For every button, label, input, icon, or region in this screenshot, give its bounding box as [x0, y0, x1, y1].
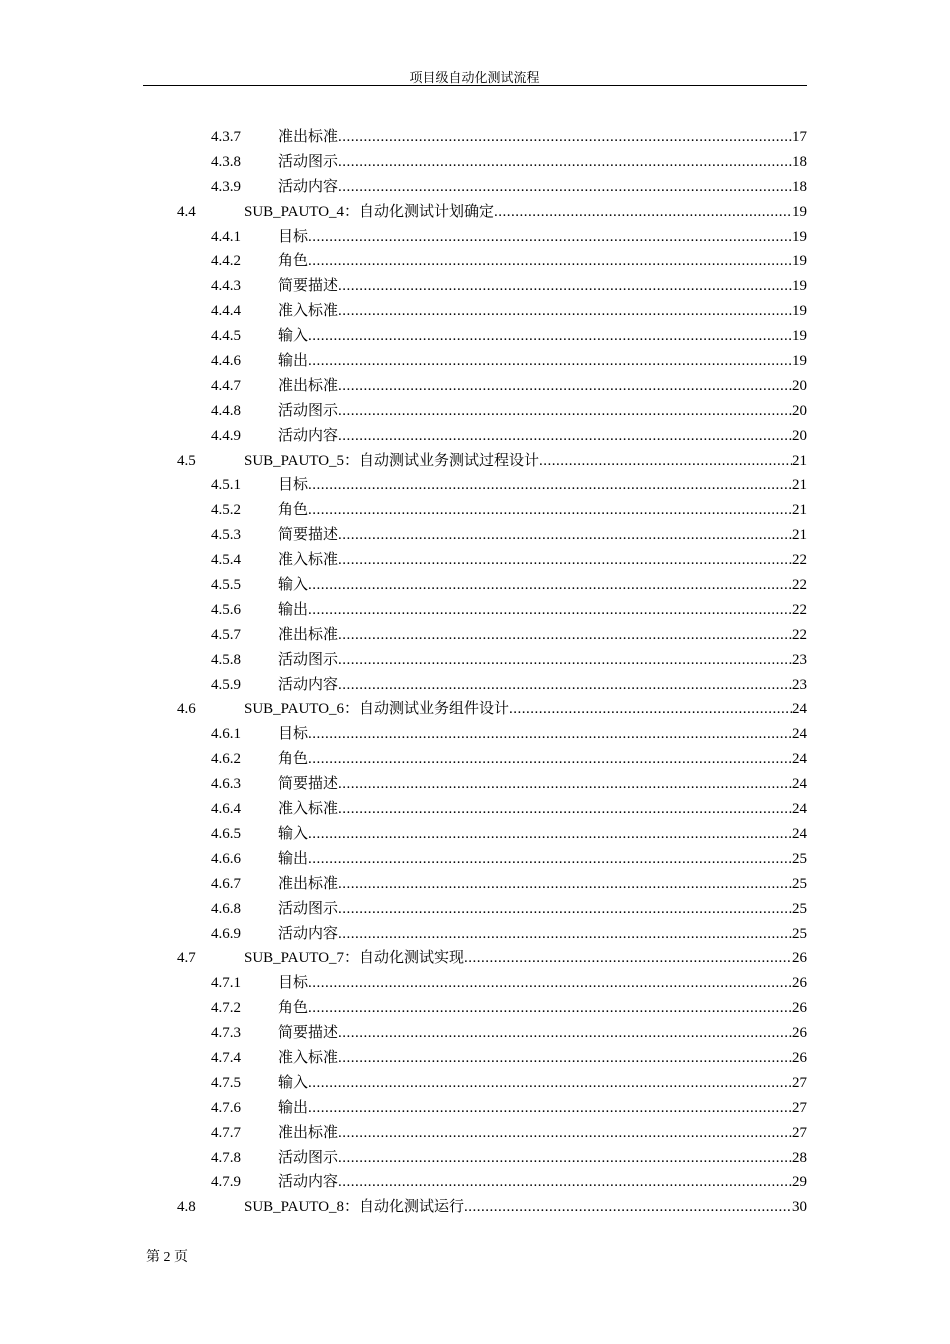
toc-entry-number: 4.5.8 [211, 651, 241, 668]
toc-entry-number: 4.4.9 [211, 427, 241, 444]
toc-subsection-entry[interactable] [0, 747, 950, 772]
toc-subsection-entry[interactable] [0, 1121, 950, 1146]
toc-entry-line [278, 971, 807, 996]
toc-section-entry[interactable] [0, 200, 950, 225]
toc-entry-line [278, 822, 807, 847]
toc-dot-leader [464, 946, 792, 971]
toc-entry-page: 27 [792, 1124, 807, 1141]
toc-entry-number: 4.7.9 [211, 1174, 241, 1191]
toc-entry-page: 26 [792, 950, 807, 967]
toc-entry-title: 活动内容 [278, 178, 339, 195]
toc-subsection-entry[interactable] [0, 548, 950, 573]
toc-entry-title: 简要描述 [278, 278, 339, 295]
table-of-contents [0, 125, 950, 1220]
toc-dot-leader [308, 225, 792, 250]
toc-entry-number: 4.7.3 [211, 1025, 241, 1042]
toc-entry-page: 19 [792, 328, 807, 345]
toc-entry-line [278, 747, 807, 772]
toc-subsection-entry[interactable] [0, 673, 950, 698]
toc-dot-leader [338, 1121, 792, 1146]
toc-section-entry[interactable] [0, 946, 950, 971]
toc-entry-page: 17 [792, 129, 807, 145]
toc-entry-title: 简要描述 [278, 776, 339, 793]
toc-entry-line [278, 175, 807, 200]
toc-subsection-entry[interactable] [0, 797, 950, 822]
toc-entry-line [244, 697, 807, 722]
toc-entry-title: SUB_PAUTO_6：自动测试业务组件设计 [244, 701, 510, 718]
toc-entry-page: 18 [792, 153, 807, 170]
toc-entry-title: SUB_PAUTO_5：自动测试业务测试过程设计 [244, 452, 540, 469]
toc-dot-leader [308, 498, 792, 523]
toc-dot-leader [464, 1195, 792, 1220]
toc-subsection-entry[interactable] [0, 523, 950, 548]
toc-entry-number: 4.7.7 [211, 1124, 241, 1141]
toc-entry-title: 活动内容 [278, 925, 339, 942]
toc-entry-number: 4.4.4 [211, 303, 241, 320]
toc-entry-number: 4.6.2 [211, 751, 241, 768]
toc-subsection-entry[interactable] [0, 996, 950, 1021]
toc-entry-page: 25 [792, 925, 807, 942]
toc-entry-line [278, 498, 807, 523]
toc-subsection-entry[interactable] [0, 573, 950, 598]
toc-entry-page: 29 [792, 1174, 807, 1191]
toc-entry-title: 目标 [278, 975, 309, 992]
toc-entry-page: 24 [792, 726, 807, 743]
toc-section-entry[interactable] [0, 1195, 950, 1220]
toc-entry-number: 4.4.7 [211, 377, 241, 394]
toc-dot-leader [338, 648, 792, 673]
toc-entry-number: 4.4.8 [211, 402, 241, 419]
toc-entry-page: 26 [792, 1000, 807, 1017]
toc-entry-line [278, 274, 807, 299]
toc-subsection-entry[interactable] [0, 722, 950, 747]
toc-entry-line [278, 548, 807, 573]
toc-entry-number: 4.6.7 [211, 875, 241, 892]
toc-entry-line [278, 150, 807, 175]
toc-subsection-entry[interactable] [0, 399, 950, 424]
toc-dot-leader [308, 847, 792, 872]
toc-subsection-entry[interactable] [0, 175, 950, 200]
toc-entry-number: 4.5.2 [211, 502, 241, 519]
toc-entry-number: 4.6.1 [211, 726, 241, 743]
toc-entry-page: 25 [792, 850, 807, 867]
toc-entry-page: 22 [792, 626, 807, 643]
toc-dot-leader [338, 922, 792, 947]
toc-subsection-entry[interactable] [0, 225, 950, 250]
toc-entry-number: 4.7.2 [211, 1000, 241, 1017]
toc-dot-leader [308, 1071, 792, 1096]
toc-dot-leader [494, 200, 792, 225]
toc-entry-title: 准出标准 [278, 626, 339, 643]
toc-subsection-entry[interactable] [0, 249, 950, 274]
toc-entry-number: 4.7.6 [211, 1099, 241, 1116]
toc-entry-title: 活动内容 [278, 427, 339, 444]
toc-dot-leader [338, 299, 792, 324]
toc-dot-leader [338, 548, 792, 573]
page-number: 第 2 页 [146, 1250, 188, 1265]
toc-entry-line [278, 897, 807, 922]
toc-entry-title: 角色 [278, 751, 309, 768]
toc-subsection-entry[interactable] [0, 922, 950, 947]
toc-entry-title: 角色 [278, 1000, 309, 1017]
toc-entry-page: 21 [792, 477, 807, 494]
toc-subsection-entry[interactable] [0, 772, 950, 797]
toc-entry-title: 准出标准 [278, 875, 339, 892]
toc-entry-page: 27 [792, 1099, 807, 1116]
toc-dot-leader [308, 722, 792, 747]
toc-entry-title: 目标 [278, 726, 309, 743]
document-title: 项目级自动化测试流程 [409, 70, 540, 85]
header-divider [143, 85, 807, 86]
toc-entry-line [278, 1071, 807, 1096]
toc-subsection-entry[interactable] [0, 299, 950, 324]
toc-subsection-entry[interactable] [0, 374, 950, 399]
toc-subsection-entry[interactable] [0, 473, 950, 498]
toc-entry-title: 输出 [278, 353, 309, 370]
toc-entry-line [278, 1096, 807, 1121]
toc-dot-leader [338, 274, 792, 299]
toc-entry-number: 4.3.7 [211, 129, 241, 145]
toc-dot-leader [338, 125, 792, 150]
toc-entry-page: 23 [792, 651, 807, 668]
toc-entry-page: 24 [792, 701, 807, 718]
toc-entry-line [278, 299, 807, 324]
toc-entry-number: 4.5.3 [211, 527, 241, 544]
toc-entry-title: 输出 [278, 601, 309, 618]
toc-entry-title: 输入 [278, 1074, 309, 1091]
toc-entry-line [278, 847, 807, 872]
toc-entry-number: 4.7.4 [211, 1049, 241, 1066]
toc-entry-number: 4.5.4 [211, 552, 241, 569]
toc-entry-page: 19 [792, 228, 807, 245]
toc-entry-number: 4.7.1 [211, 975, 241, 992]
toc-entry-page: 19 [792, 353, 807, 370]
toc-subsection-entry[interactable] [0, 897, 950, 922]
toc-dot-leader [338, 797, 792, 822]
toc-entry-page: 20 [792, 402, 807, 419]
toc-entry-line [244, 449, 807, 474]
toc-dot-leader [338, 1146, 792, 1171]
toc-entry-line [244, 1195, 807, 1220]
toc-entry-number: 4.4.6 [211, 353, 241, 370]
toc-entry-title: 准出标准 [278, 129, 339, 145]
toc-entry-page: 20 [792, 377, 807, 394]
toc-entry-line [278, 648, 807, 673]
toc-entry-number: 4.7.5 [211, 1074, 241, 1091]
toc-dot-leader [308, 822, 792, 847]
toc-dot-leader [338, 399, 792, 424]
toc-entry-title: 准入标准 [278, 801, 339, 818]
toc-dot-leader [308, 573, 792, 598]
toc-subsection-entry[interactable] [0, 1146, 950, 1171]
toc-entry-line [278, 424, 807, 449]
toc-entry-title: 简要描述 [278, 527, 339, 544]
toc-entry-title: SUB_PAUTO_4：自动化测试计划确定 [244, 203, 495, 220]
toc-dot-leader [308, 598, 792, 623]
toc-entry-title: 输出 [278, 1099, 309, 1116]
toc-subsection-entry[interactable] [0, 424, 950, 449]
toc-entry-line [278, 922, 807, 947]
toc-entry-page: 19 [792, 253, 807, 270]
toc-subsection-entry[interactable] [0, 125, 950, 150]
toc-entry-page: 21 [792, 452, 807, 469]
toc-subsection-entry[interactable] [0, 349, 950, 374]
toc-entry-title: 角色 [278, 253, 309, 270]
toc-entry-page: 19 [792, 303, 807, 320]
toc-entry-title: 准入标准 [278, 1049, 339, 1066]
toc-subsection-entry[interactable] [0, 648, 950, 673]
toc-entry-page: 22 [792, 577, 807, 594]
toc-entry-line [278, 797, 807, 822]
toc-dot-leader [338, 1046, 792, 1071]
toc-entry-line [278, 772, 807, 797]
toc-subsection-entry[interactable] [0, 1021, 950, 1046]
toc-entry-line [278, 523, 807, 548]
toc-entry-title: 活动图示 [278, 153, 339, 170]
toc-entry-page: 26 [792, 1049, 807, 1066]
toc-subsection-entry[interactable] [0, 1096, 950, 1121]
toc-entry-number: 4.5.1 [211, 477, 241, 494]
toc-dot-leader [308, 996, 792, 1021]
toc-entry-number: 4.6 [177, 701, 196, 718]
toc-entry-line [278, 598, 807, 623]
toc-entry-number: 4.5 [177, 452, 196, 469]
toc-dot-leader [338, 150, 792, 175]
toc-subsection-entry[interactable] [0, 623, 950, 648]
toc-entry-page: 24 [792, 801, 807, 818]
toc-entry-number: 4.5.9 [211, 676, 241, 693]
toc-entry-number: 4.5.5 [211, 577, 241, 594]
toc-entry-title: 输入 [278, 328, 309, 345]
toc-entry-title: 角色 [278, 502, 309, 519]
toc-dot-leader [509, 697, 792, 722]
toc-subsection-entry[interactable] [0, 274, 950, 299]
toc-entry-page: 21 [792, 502, 807, 519]
toc-dot-leader [308, 349, 792, 374]
toc-entry-title: 活动内容 [278, 676, 339, 693]
toc-entry-number: 4.6.9 [211, 925, 241, 942]
toc-dot-leader [338, 772, 792, 797]
toc-entry-page: 22 [792, 552, 807, 569]
toc-entry-line [244, 946, 807, 971]
toc-entry-line [278, 623, 807, 648]
toc-dot-leader [338, 872, 792, 897]
toc-entry-page: 24 [792, 751, 807, 768]
toc-entry-number: 4.5.6 [211, 601, 241, 618]
toc-entry-number: 4.4.3 [211, 278, 241, 295]
toc-entry-title: 活动内容 [278, 1174, 339, 1191]
toc-entry-number: 4.4 [177, 203, 196, 220]
toc-entry-line [278, 996, 807, 1021]
toc-entry-line [278, 1146, 807, 1171]
toc-dot-leader [308, 473, 792, 498]
toc-entry-title: SUB_PAUTO_8：自动化测试运行 [244, 1199, 465, 1216]
toc-entry-line [278, 573, 807, 598]
toc-entry-line [278, 1121, 807, 1146]
toc-subsection-entry[interactable] [0, 324, 950, 349]
toc-entry-line [278, 249, 807, 274]
toc-entry-page: 21 [792, 527, 807, 544]
toc-entry-number: 4.6.6 [211, 850, 241, 867]
toc-entry-title: 活动图示 [278, 1149, 339, 1166]
toc-entry-title: 准出标准 [278, 377, 339, 394]
toc-dot-leader [338, 623, 792, 648]
toc-entry-number: 4.4.2 [211, 253, 241, 270]
toc-entry-title: 活动图示 [278, 900, 339, 917]
toc-subsection-entry[interactable] [0, 1170, 950, 1195]
toc-entry-page: 24 [792, 825, 807, 842]
toc-entry-page: 26 [792, 975, 807, 992]
toc-dot-leader [308, 971, 792, 996]
toc-entry-title: SUB_PAUTO_7：自动化测试实现 [244, 950, 465, 967]
toc-entry-title: 目标 [278, 477, 309, 494]
toc-entry-line [278, 324, 807, 349]
toc-section-entry[interactable] [0, 697, 950, 722]
toc-entry-page: 27 [792, 1074, 807, 1091]
toc-entry-number: 4.4.1 [211, 228, 241, 245]
toc-subsection-entry[interactable] [0, 847, 950, 872]
toc-dot-leader [539, 449, 792, 474]
toc-entry-line [278, 399, 807, 424]
toc-subsection-entry[interactable] [0, 1071, 950, 1096]
toc-entry-page: 20 [792, 427, 807, 444]
toc-entry-title: 活动图示 [278, 651, 339, 668]
toc-entry-number: 4.3.9 [211, 178, 241, 195]
toc-entry-line [278, 1046, 807, 1071]
toc-entry-page: 24 [792, 776, 807, 793]
toc-dot-leader [338, 523, 792, 548]
toc-entry-title: 准入标准 [278, 552, 339, 569]
toc-entry-number: 4.7 [177, 950, 196, 967]
toc-entry-page: 26 [792, 1025, 807, 1042]
toc-entry-number: 4.6.5 [211, 825, 241, 842]
toc-entry-number: 4.5.7 [211, 626, 241, 643]
toc-subsection-entry[interactable] [0, 150, 950, 175]
toc-entry-title: 输入 [278, 825, 309, 842]
toc-entry-line [278, 473, 807, 498]
toc-subsection-entry[interactable] [0, 1046, 950, 1071]
toc-entry-line [278, 374, 807, 399]
toc-entry-page: 22 [792, 601, 807, 618]
toc-dot-leader [338, 175, 792, 200]
toc-entry-number: 4.6.4 [211, 801, 241, 818]
toc-dot-leader [338, 424, 792, 449]
toc-entry-page: 19 [792, 203, 807, 220]
toc-entry-page: 30 [792, 1199, 807, 1216]
toc-entry-line [278, 349, 807, 374]
toc-entry-page: 18 [792, 178, 807, 195]
toc-entry-page: 25 [792, 900, 807, 917]
toc-entry-number: 4.4.5 [211, 328, 241, 345]
toc-subsection-entry[interactable] [0, 598, 950, 623]
toc-entry-title: 输入 [278, 577, 309, 594]
toc-dot-leader [338, 897, 792, 922]
toc-entry-number: 4.7.8 [211, 1149, 241, 1166]
toc-entry-number: 4.8 [177, 1199, 196, 1216]
toc-entry-page: 28 [792, 1149, 807, 1166]
toc-entry-number: 4.6.8 [211, 900, 241, 917]
toc-entry-line [278, 125, 807, 150]
toc-section-entry[interactable] [0, 449, 950, 474]
toc-entry-line [278, 1170, 807, 1195]
toc-entry-line [278, 673, 807, 698]
toc-entry-title: 准入标准 [278, 303, 339, 320]
toc-dot-leader [308, 1096, 792, 1121]
toc-entry-title: 输出 [278, 850, 309, 867]
toc-entry-line [278, 872, 807, 897]
toc-entry-page: 19 [792, 278, 807, 295]
toc-dot-leader [308, 324, 792, 349]
toc-entry-line [278, 225, 807, 250]
toc-subsection-entry[interactable] [0, 822, 950, 847]
toc-entry-line [244, 200, 807, 225]
toc-entry-number: 4.3.8 [211, 153, 241, 170]
toc-dot-leader [308, 249, 792, 274]
toc-entry-title: 活动图示 [278, 402, 339, 419]
toc-dot-leader [338, 1021, 792, 1046]
toc-entry-page: 25 [792, 875, 807, 892]
toc-subsection-entry[interactable] [0, 971, 950, 996]
toc-entry-line [278, 722, 807, 747]
toc-dot-leader [308, 747, 792, 772]
toc-dot-leader [338, 374, 792, 399]
toc-entry-title: 目标 [278, 228, 309, 245]
toc-entry-title: 简要描述 [278, 1025, 339, 1042]
toc-entry-title: 准出标准 [278, 1124, 339, 1141]
toc-entry-number: 4.6.3 [211, 776, 241, 793]
toc-dot-leader [338, 1170, 792, 1195]
toc-dot-leader [338, 673, 792, 698]
toc-entry-line [278, 1021, 807, 1046]
toc-subsection-entry[interactable] [0, 498, 950, 523]
toc-entry-page: 23 [792, 676, 807, 693]
toc-subsection-entry[interactable] [0, 872, 950, 897]
